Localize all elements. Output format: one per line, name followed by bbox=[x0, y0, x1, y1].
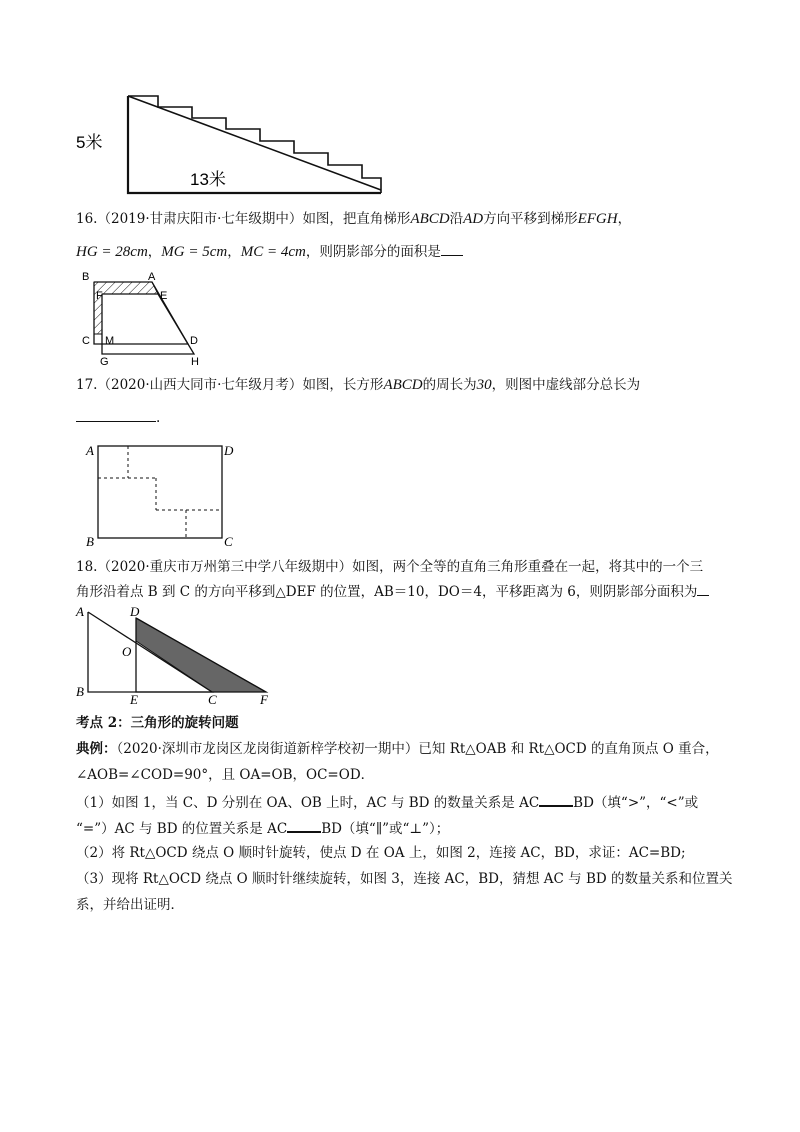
q16-source: （2019·甘肃庆阳市·七年级期中） bbox=[97, 211, 303, 227]
trapezoid-figure bbox=[78, 268, 218, 368]
q16-line2: HG = 28cm，MG = 5cm，MC = 4cm，则阴影部分的面积是 bbox=[76, 242, 463, 261]
q18-source: （2020·重庆市万州第三中学八年级期中） bbox=[97, 559, 353, 575]
rectangle-figure bbox=[82, 440, 242, 548]
q16-line1: 16.（2019·甘肃庆阳市·七年级期中）如图，把直角梯形ABCD沿AD方向平移到梯形EFGH， bbox=[76, 211, 632, 227]
svg-text:A: A bbox=[148, 271, 156, 283]
svg-text:C: C bbox=[208, 692, 217, 707]
svg-text:G: G bbox=[100, 356, 109, 368]
svg-text:C: C bbox=[224, 534, 233, 549]
svg-text:F: F bbox=[96, 290, 103, 302]
svg-text:B: B bbox=[86, 534, 94, 549]
staircase-figure bbox=[70, 90, 400, 200]
part1-line1: （1）如图 1，当 C、D 分别在 OA、OB 上时，AC 与 BD 的数量关系是 AC BD（填“>”，“<”或 bbox=[76, 792, 698, 812]
q17-line2: . bbox=[76, 408, 160, 427]
svg-text:E: E bbox=[160, 290, 168, 302]
q18-answer-blank[interactable] bbox=[697, 582, 709, 596]
q18-line2: 角形沿着点 B 到 C 的方向平移到△DEF 的位置，AB＝10，DO＝4，平移距离为 6，则阴影部分面积为 bbox=[76, 582, 709, 601]
svg-text:A: A bbox=[86, 443, 94, 458]
svg-text:D: D bbox=[190, 335, 198, 347]
svg-text:C: C bbox=[82, 335, 90, 347]
q17-line1: 17.（2020·山西大同市·七年级月考）如图，长方形ABCD的周长为30，则图中虚线部分总长为 bbox=[76, 377, 641, 393]
q17-number: 17. bbox=[76, 377, 98, 393]
svg-text:O: O bbox=[122, 644, 132, 659]
q18-line1: 18.（2020·重庆市万州第三中学八年级期中）如图，两个全等的直角三角形重叠在一起，将其中的一个三 bbox=[76, 559, 704, 575]
section-title: 考点 2：三角形的旋转问题 bbox=[76, 715, 239, 731]
part1-blank-1[interactable] bbox=[539, 792, 573, 807]
q18-number: 18. bbox=[76, 559, 98, 575]
q16-answer-blank[interactable] bbox=[441, 242, 463, 256]
q16-number: 16. bbox=[76, 211, 98, 227]
part3-line1: （3）现将 Rt△OCD 绕点 O 顺时针继续旋转，如图 3，连接 AC，BD，猜想 AC 与 BD 的数量关系和位置关 bbox=[76, 871, 733, 887]
svg-text:M: M bbox=[105, 335, 115, 347]
svg-text:A: A bbox=[76, 604, 84, 619]
q17-answer-blank[interactable] bbox=[76, 408, 156, 422]
stairs-height-label: 5米 bbox=[76, 133, 103, 152]
svg-text:B: B bbox=[82, 271, 90, 283]
svg-text:D: D bbox=[224, 443, 234, 458]
part1-blank-2[interactable] bbox=[287, 818, 321, 833]
svg-text:F: F bbox=[260, 692, 268, 707]
triangles-figure bbox=[70, 604, 280, 707]
stairs-base-label: 13米 bbox=[190, 170, 226, 189]
svg-text:H: H bbox=[191, 356, 199, 368]
svg-text:E: E bbox=[130, 692, 138, 707]
part1-line2: “=”）AC 与 BD 的位置关系是 AC BD（填“∥”或“⊥”）； bbox=[76, 818, 449, 838]
example-line1: 典例：（2020·深圳市龙岗区龙岗街道新梓学校初一期中）已知 Rt△OAB 和 Rt△OCD 的直角顶点 O 重合， bbox=[76, 741, 719, 757]
svg-text:B: B bbox=[76, 684, 84, 699]
shaded-region bbox=[94, 282, 158, 334]
example-line2: ∠AOB=∠COD=90°，且 OA=OB，OC=OD． bbox=[76, 767, 375, 783]
part3-line2: 系，并给出证明． bbox=[76, 897, 184, 913]
svg-text:D: D bbox=[130, 604, 140, 619]
part2-line: （2）将 Rt△OCD 绕点 O 顺时针旋转，使点 D 在 OA 上，如图 2，连接 AC，BD，求证：AC=BD; bbox=[76, 845, 686, 861]
q17-source: （2020·山西大同市·七年级月考） bbox=[97, 377, 303, 393]
example-label: 典例： bbox=[76, 741, 117, 757]
